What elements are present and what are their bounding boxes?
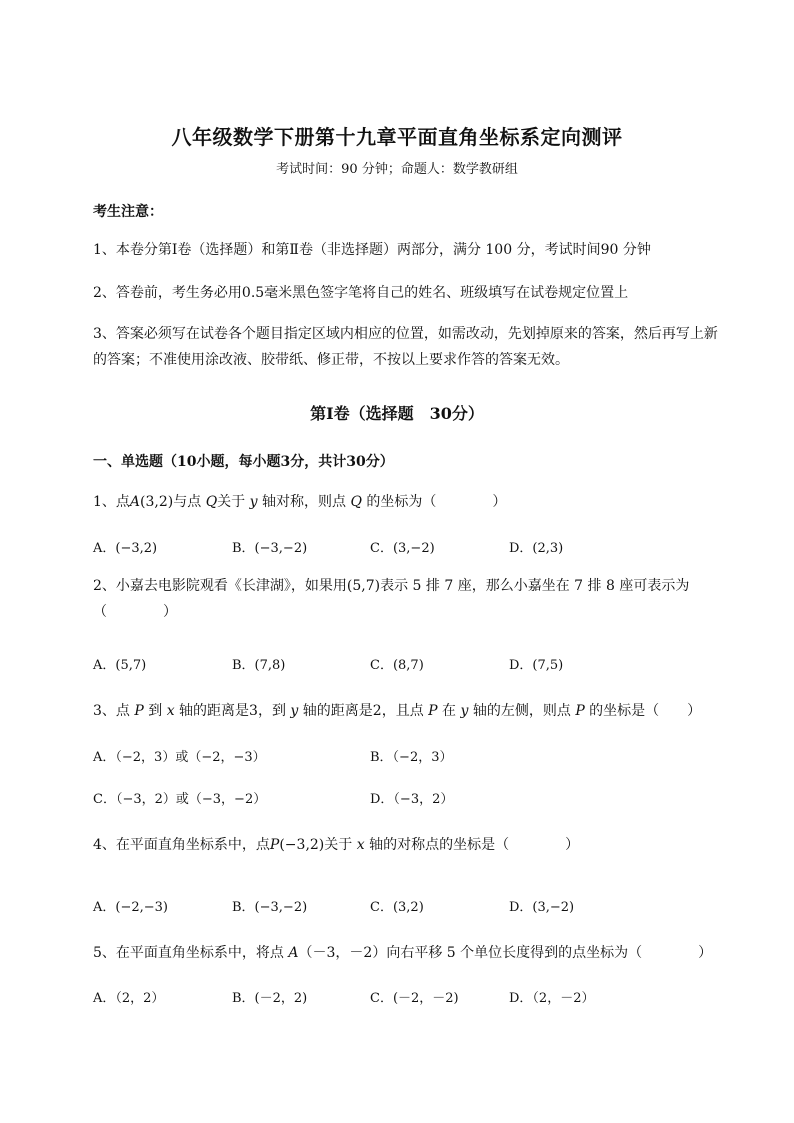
notice-heading: 考生注意： (93, 204, 163, 220)
notice-item-2: 2、答卷前，考生务必用0.5毫米黑色签字笔将自己的姓名、班级填写在试卷规定位置上 (93, 285, 629, 301)
q5-option-b[interactable]: B．(－2，2) (232, 991, 308, 1006)
q3-option-d[interactable]: D．（−3，2） (370, 792, 454, 807)
q5-option-a[interactable]: A．（2，2） (93, 991, 165, 1006)
question-3: 3、点 P 到 x 轴的距离是3，到 y 轴的距离是2，且点 P 在 y 轴的左侧，则点 P 的坐标是（ ） (93, 703, 702, 719)
section-title: 第Ⅰ卷（选择题 30分） (310, 404, 484, 423)
part-heading: 一、单选题（10小题，每小题3分，共计30分） (93, 454, 394, 470)
notice-item-3: 3、答案必须写在试卷各个题目指定区域内相应的位置，如需改动，先划掉原来的答案，然后再写上新 (93, 326, 718, 342)
q2-option-d[interactable]: D．(7,5) (509, 658, 564, 673)
q4-option-d[interactable]: D．(3,−2) (509, 900, 575, 915)
q1-option-b[interactable]: B．(−3,−2) (232, 541, 308, 556)
question-2-continued: （ ） (93, 604, 177, 620)
q3-option-c[interactable]: C．（−3，2）或（−3，−2） (93, 792, 267, 807)
q1-option-a[interactable]: A．(−3,2) (93, 541, 158, 556)
q5-option-d[interactable]: D．（2，－2） (509, 991, 595, 1006)
q4-option-c[interactable]: C．(3,2) (370, 900, 424, 915)
q2-option-a[interactable]: A．(5,7) (93, 658, 147, 673)
q1-option-c[interactable]: C．(3,−2) (370, 541, 435, 556)
question-1: 1、点A(3,2)与点 Q关于 y 轴对称，则点 Q 的坐标为（ ） (93, 494, 507, 510)
question-number: 2、 (93, 578, 116, 594)
question-number: 1、 (93, 494, 116, 510)
page-title: 八年级数学下册第十九章平面直角坐标系定向测评 (171, 125, 623, 149)
exam-info: 考试时间：90 分钟；命题人：数学教研组 (276, 162, 518, 177)
q3-option-a[interactable]: A．（−2，3）或（−2，−3） (93, 750, 266, 765)
question-4: 4、在平面直角坐标系中，点P(−3,2)关于 x 轴的对称点的坐标是（ ） (93, 837, 580, 853)
q4-option-b[interactable]: B．(−3,−2) (232, 900, 308, 915)
question-5: 5、在平面直角坐标系中，将点 A（－3，－2）向右平移 5 个单位长度得到的点坐标为（ ） (93, 945, 713, 961)
q2-option-c[interactable]: C．(8,7) (370, 658, 424, 673)
question-number: 3、 (93, 703, 116, 719)
question-number: 4、 (93, 837, 116, 853)
q1-option-d[interactable]: D．(2,3) (509, 541, 564, 556)
q4-option-a[interactable]: A．(−2,−3) (93, 900, 168, 915)
question-2: 2、小嘉去电影院观看《长津湖》，如果用(5,7)表示 5 排 7 座，那么小嘉坐在 7 排 8 座可表示为 (93, 578, 690, 594)
q2-option-b[interactable]: B．(7,8) (232, 658, 286, 673)
notice-item-3-continued: 的答案；不准使用涂改液、胶带纸、修正带，不按以上要求作答的答案无效。 (93, 352, 569, 368)
q5-option-c[interactable]: C．(－2，－2) (370, 991, 459, 1006)
question-number: 5、 (93, 945, 116, 961)
notice-item-1: 1、本卷分第Ⅰ卷（选择题）和第Ⅱ卷（非选择题）两部分，满分 100 分，考试时间90 分钟 (93, 242, 651, 258)
q3-option-b[interactable]: B．（−2，3） (370, 750, 453, 765)
